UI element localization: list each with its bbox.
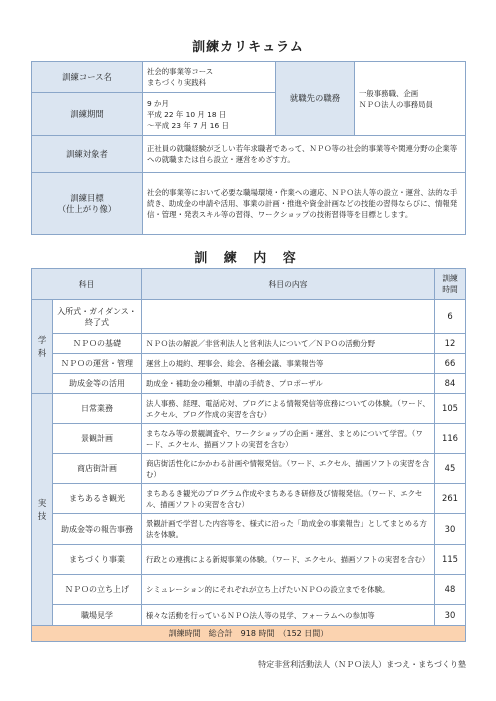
period-line-3: ～平成 23 年 7 月 16 日 <box>147 120 229 130</box>
subject-cell: 入所式・ガイダンス・終了式 <box>53 300 142 334</box>
job-line-2: ＮＰＯ法人の事務局員 <box>359 99 433 109</box>
subject-cell: 助成金等の報告事務 <box>53 514 142 545</box>
hours-cell: 84 <box>435 374 466 394</box>
subject-cell: 景観計画 <box>53 424 142 454</box>
subject-cell: 助成金等の活用 <box>53 374 142 394</box>
content-cell: 行政との連携による新規事業の体験。（ワード、エクセル、描画ソフトの実習を含む） <box>142 545 435 575</box>
content-cell: 商店街活性化にかかわる計画や情報発信。（ワード、エクセル、描画ソフトの実習を含む） <box>142 454 435 484</box>
category-academic-char-2: 科 <box>37 347 47 358</box>
course-name-line-1: 社会的事業等コース <box>147 67 214 76</box>
content-cell: まちなみ等の景観調査や、ワークショップの企画・運営、まとめについて学習。（ワード、エクセル、描画ソフトの実習を含む） <box>142 424 435 454</box>
curriculum-table <box>31 268 466 642</box>
course-name-value <box>143 62 276 93</box>
header-hours-line-1: 訓練 <box>442 274 458 283</box>
goal-label-line-2: （仕上がり像） <box>57 203 117 214</box>
category-practical-char-2: 技 <box>37 510 47 521</box>
category-academic-char-1: 学 <box>37 334 47 345</box>
hours-cell: 45 <box>435 454 466 484</box>
section-title: 訓 練 内 容 <box>194 251 302 266</box>
period-label: 訓練期間 <box>32 93 143 136</box>
total-hours: 訓練時間 総合計 918 時間 （152 日間） <box>32 626 466 642</box>
hours-cell: 30 <box>435 605 466 626</box>
job-value <box>355 62 466 136</box>
organization-footer: 特定非営利活動法人（ＮＰＯ法人）まつえ・まちづくり塾 <box>258 660 466 669</box>
page-title: 訓練カリキュラム <box>192 40 304 55</box>
content-cell: 法人事務、経理、電話応対、ブログによる情報発信等庶務についての体験。（ワード、エクセル、ブログ作成の実習を含む） <box>142 394 435 424</box>
category-academic <box>32 300 53 394</box>
content-cell: ＮＰＯ法の解説／非営利法人と営利法人について／ＮＰＯの活動分野 <box>142 334 435 354</box>
hours-cell: 6 <box>435 300 466 334</box>
subject-cell: ＮＰＯの立ち上げ <box>53 575 142 605</box>
goal-label <box>32 173 143 235</box>
subject-cell: まちあるき観光 <box>53 484 142 514</box>
hours-cell: 48 <box>435 575 466 605</box>
header-hours-line-2: 時間 <box>442 285 458 294</box>
category-practical <box>32 394 53 626</box>
course-info-table <box>31 61 466 235</box>
hours-cell: 12 <box>435 334 466 354</box>
content-cell: 運営上の規約、理事会、総会、各種会議、事業報告等 <box>142 354 435 374</box>
course-name-line-2: まちづくり実践科 <box>147 78 207 87</box>
target-value: 正社員の就職経験が乏しい若年求職者であって、ＮＰＯ等の社会的事業等や関連分野の企業等への就職または自ら設立・運営をめざす方。 <box>143 136 466 173</box>
header-content: 科目の内容 <box>142 269 435 300</box>
subject-cell: まちづくり事業 <box>53 545 142 575</box>
subject-cell: 日常業務 <box>53 394 142 424</box>
job-line-1: 一般事務職、企画 <box>359 88 419 98</box>
category-practical-char-1: 実 <box>37 497 47 508</box>
goal-value: 社会的事業等において必要な職場環境・作業への適応、ＮＰＯ法人等の設立・運営、法的な手続き、助成金の申請や活用、事業の計画・推進や資金計画などの技能の習得ならびに、情報発信・管理・発表スキル等の習得、ワークショップの技術習得等を目標とします。 <box>143 173 466 235</box>
period-line-1: 9 か月 <box>147 98 169 108</box>
course-name-label: 訓練コース名 <box>32 62 143 93</box>
header-subject: 科目 <box>32 269 142 300</box>
target-label: 訓練対象者 <box>32 136 143 173</box>
period-line-2: 平成 22 年 10 月 18 日 <box>147 109 227 119</box>
hours-cell: 116 <box>435 424 466 454</box>
subject-cell: 職場見学 <box>53 605 142 626</box>
job-label: 就職先の職務 <box>276 62 355 136</box>
content-cell <box>142 300 435 334</box>
subject-cell: ＮＰＯの基礎 <box>53 334 142 354</box>
subject-cell: ＮＰＯの運営・管理 <box>53 354 142 374</box>
goal-label-line-1: 訓練目標 <box>70 192 104 203</box>
hours-cell: 261 <box>435 484 466 514</box>
content-cell: まちあるき観光のプログラム作成やまちあるき研修及び情報発信。（ワード、エクセル、描画ソフトの実習を含む） <box>142 484 435 514</box>
content-cell: 助成金・補助金の種類、申請の手続き、プロポーザル <box>142 374 435 394</box>
hours-cell: 105 <box>435 394 466 424</box>
content-cell: 景観計画で学習した内容等を、様式に沿った「助成金の事業報告」としてまとめる方法を体験。 <box>142 514 435 545</box>
subject-cell: 商店街計画 <box>53 454 142 484</box>
content-cell: シミュレーション的にそれぞれが立ち上げたいＮＰＯの設立までを体験。 <box>142 575 435 605</box>
period-value <box>143 93 276 136</box>
header-hours <box>435 269 466 300</box>
content-cell: 様々な活動を行っているＮＰＯ法人等の見学、フォーラムへの参加等 <box>142 605 435 626</box>
hours-cell: 115 <box>435 545 466 575</box>
hours-cell: 30 <box>435 514 466 545</box>
hours-cell: 66 <box>435 354 466 374</box>
